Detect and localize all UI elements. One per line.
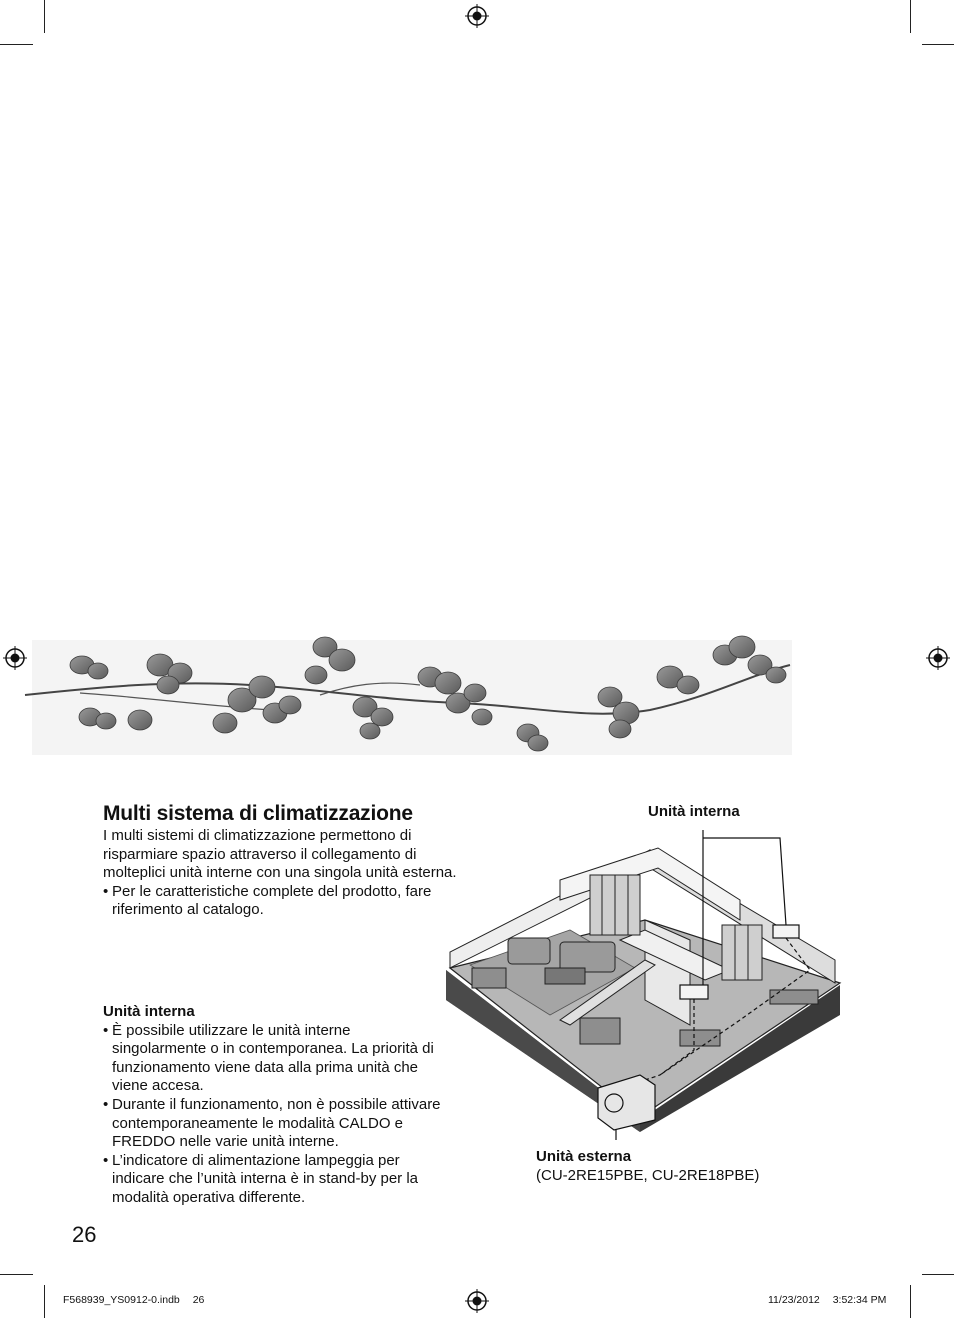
page-number: 26 bbox=[72, 1222, 97, 1247]
crop-mark bbox=[922, 1274, 954, 1275]
leaf-vine-illustration bbox=[20, 625, 810, 760]
indoor-unit-bullet-text: L’indicatore di alimentazione lampeggia per indicare che l’unità interna è in stand-by per la modalità operativa differente. bbox=[112, 1151, 419, 1206]
outdoor-unit-label bbox=[536, 1148, 759, 1185]
crop-mark bbox=[910, 1285, 911, 1318]
indoor-unit-bullet: • Durante il funzionamento, non è possibile attivare contemporaneamente le modalità CALDO e FREDDO nelle varie unità interne. bbox=[103, 1095, 441, 1151]
footer-filename: F568939_YS0912-0.indb bbox=[63, 1294, 180, 1306]
registration-mark-icon bbox=[926, 646, 950, 670]
indoor-unit-bullet-text: È possibile utilizzare le unità interne singolarmente o in contemporanea. La priorità di funzionamento viene data alla prima unità che viene accesa. bbox=[112, 1021, 434, 1095]
footer-time: 3:52:34 PM bbox=[832, 1294, 887, 1306]
indoor-unit-bullet: • È possibile utilizzare le unità interne singolarmente o in contemporanea. La priorità di funzionamento viene data alla prima unità che viene accesa. bbox=[103, 1021, 434, 1095]
outdoor-unit-models: (CU-2RE15PBE, CU-2RE18PBE) bbox=[536, 1166, 760, 1184]
crop-mark bbox=[0, 1274, 33, 1275]
footer-date: 11/23/2012 bbox=[768, 1294, 820, 1306]
house-cutaway-illustration bbox=[440, 820, 860, 1140]
footer-page: 26 bbox=[192, 1294, 205, 1306]
crop-mark bbox=[922, 44, 954, 45]
crop-mark bbox=[0, 44, 33, 45]
intro-bullet-text: Per le caratteristiche complete del prodotto, fare riferimento al catalogo. bbox=[112, 882, 432, 919]
section-title: Multi sistema di climatizzazione bbox=[103, 802, 413, 825]
intro-paragraph: I multi sistemi di climatizzazione permettono di risparmiare spazio attraverso il collegamento di molteplici unità interne con una singola unità esterna. bbox=[103, 827, 457, 882]
crop-mark bbox=[44, 0, 45, 33]
indoor-unit-heading: Unità interna bbox=[103, 1003, 195, 1020]
footer-file-info bbox=[63, 1294, 204, 1306]
indoor-unit-bullet: • L’indicatore di alimentazione lampeggia per indicare che l’unità interna è in stand-by per la modalità operativa differente. bbox=[103, 1151, 419, 1206]
indoor-unit-section bbox=[103, 1003, 448, 1208]
crop-mark bbox=[910, 0, 911, 33]
registration-mark-icon bbox=[465, 4, 489, 28]
indoor-unit-label: Unità interna bbox=[648, 803, 740, 820]
indoor-unit-bullet-text: Durante il funzionamento, non è possibile attivare contemporaneamente le modalità CALDO e FREDDO nelle varie unità interne. bbox=[112, 1095, 441, 1151]
crop-mark bbox=[44, 1285, 45, 1318]
registration-mark-icon bbox=[465, 1289, 489, 1313]
outdoor-unit-title: Unità esterna bbox=[536, 1148, 632, 1165]
intro-bullet: • Per le caratteristiche complete del prodotto, fare riferimento al catalogo. bbox=[103, 882, 432, 919]
intro-block bbox=[103, 827, 465, 920]
footer-timestamp bbox=[768, 1294, 886, 1306]
